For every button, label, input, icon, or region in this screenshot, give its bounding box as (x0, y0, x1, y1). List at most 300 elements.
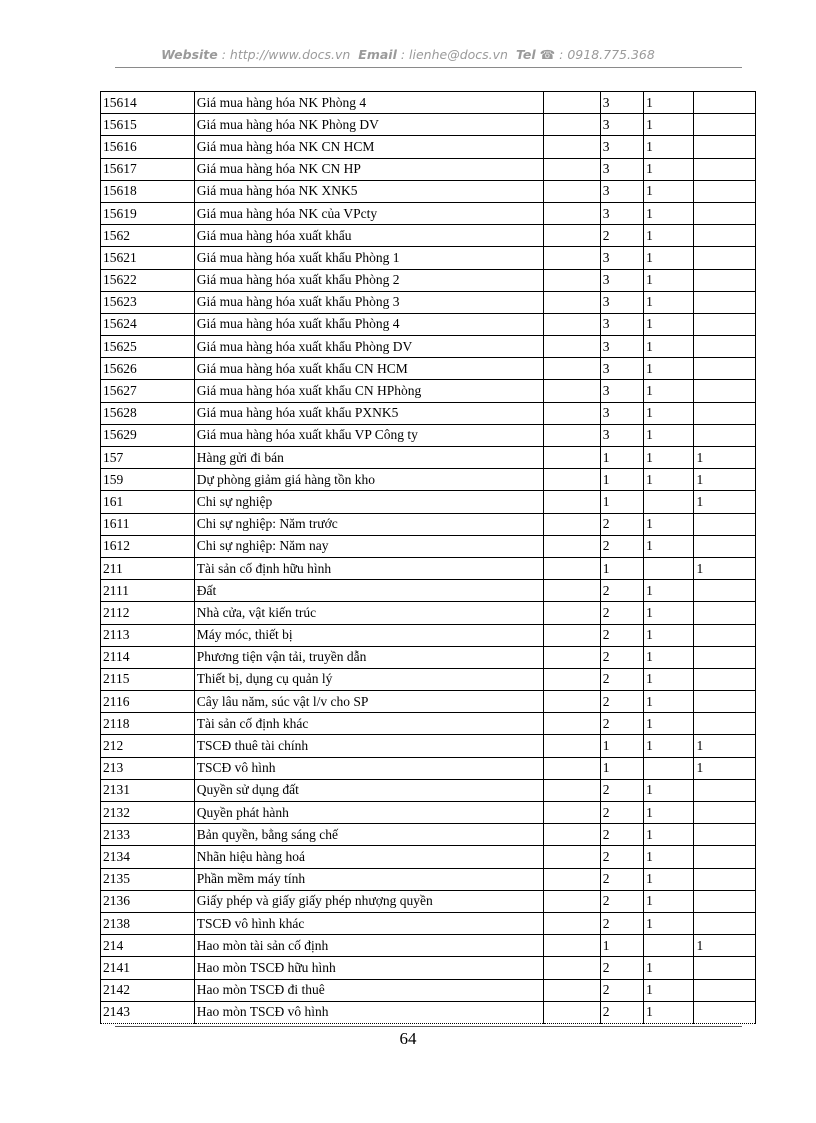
table-row (101, 469, 756, 491)
detail-cell (694, 225, 756, 247)
account-name-cell: Giá mua hàng hóa xuất khẩu CN HCM (194, 358, 544, 380)
table-row (101, 202, 756, 224)
blank-cell (544, 602, 600, 624)
level-cell: 3 (600, 336, 643, 358)
flag-cell: 1 (644, 114, 694, 136)
account-name-cell: Hao mòn TSCĐ hữu hình (194, 957, 544, 979)
blank-cell (544, 935, 600, 957)
level-cell: 2 (600, 846, 643, 868)
blank-cell (544, 202, 600, 224)
account-code-cell: 2142 (101, 979, 195, 1001)
account-code-cell: 15618 (101, 180, 195, 202)
level-cell: 2 (600, 225, 643, 247)
level-cell: 3 (600, 269, 643, 291)
account-name-cell: Giá mua hàng hóa xuất khẩu Phòng 1 (194, 247, 544, 269)
level-cell: 3 (600, 114, 643, 136)
account-name-cell: Cây lâu năm, súc vật l/v cho SP (194, 691, 544, 713)
level-cell: 3 (600, 180, 643, 202)
flag-cell: 1 (644, 513, 694, 535)
flag-cell: 1 (644, 602, 694, 624)
table-row (101, 291, 756, 313)
blank-cell (544, 802, 600, 824)
table-row (101, 1001, 756, 1023)
detail-cell (694, 202, 756, 224)
table-row (101, 225, 756, 247)
detail-cell (694, 92, 756, 114)
flag-cell: 1 (644, 202, 694, 224)
level-cell: 2 (600, 668, 643, 690)
table-row (101, 447, 756, 469)
blank-cell (544, 912, 600, 934)
level-cell: 1 (600, 491, 643, 513)
table-row (101, 92, 756, 114)
level-cell: 2 (600, 868, 643, 890)
flag-cell (644, 757, 694, 779)
level-cell: 1 (600, 735, 643, 757)
table-row (101, 735, 756, 757)
flag-cell: 1 (644, 868, 694, 890)
blank-cell (544, 313, 600, 335)
flag-cell: 1 (644, 912, 694, 934)
account-code-cell: 15629 (101, 424, 195, 446)
detail-cell (694, 158, 756, 180)
blank-cell (544, 447, 600, 469)
blank-cell (544, 1001, 600, 1023)
account-name-cell: Hao mòn tài sản cố định (194, 935, 544, 957)
website-url: : http://www.docs.vn (221, 47, 351, 62)
account-name-cell: Chi sự nghiệp (194, 491, 544, 513)
account-name-cell: Máy móc, thiết bị (194, 624, 544, 646)
blank-cell (544, 269, 600, 291)
detail-cell (694, 779, 756, 801)
level-cell: 3 (600, 358, 643, 380)
flag-cell: 1 (644, 1001, 694, 1023)
account-code-cell: 15619 (101, 202, 195, 224)
table-row (101, 912, 756, 934)
blank-cell (544, 491, 600, 513)
level-cell: 2 (600, 713, 643, 735)
account-name-cell: Đất (194, 580, 544, 602)
blank-cell (544, 380, 600, 402)
blank-cell (544, 557, 600, 579)
flag-cell: 1 (644, 313, 694, 335)
account-code-cell: 15614 (101, 92, 195, 114)
table-row (101, 935, 756, 957)
level-cell: 1 (600, 935, 643, 957)
detail-cell (694, 424, 756, 446)
detail-cell (694, 513, 756, 535)
flag-cell: 1 (644, 92, 694, 114)
flag-cell: 1 (644, 225, 694, 247)
level-cell: 2 (600, 979, 643, 1001)
level-cell: 2 (600, 580, 643, 602)
account-name-cell: Giá mua hàng hóa NK CN HP (194, 158, 544, 180)
table-row (101, 802, 756, 824)
blank-cell (544, 757, 600, 779)
account-name-cell: Tài sản cố định hữu hình (194, 557, 544, 579)
flag-cell: 1 (644, 380, 694, 402)
flag-cell: 1 (644, 402, 694, 424)
account-code-cell: 2136 (101, 890, 195, 912)
account-code-cell: 2111 (101, 580, 195, 602)
flag-cell: 1 (644, 890, 694, 912)
detail-cell (694, 114, 756, 136)
table-row (101, 957, 756, 979)
level-cell: 3 (600, 380, 643, 402)
account-code-cell: 15626 (101, 358, 195, 380)
detail-cell (694, 602, 756, 624)
account-code-cell: 161 (101, 491, 195, 513)
account-name-cell: Phần mềm máy tính (194, 868, 544, 890)
blank-cell (544, 114, 600, 136)
table-row (101, 846, 756, 868)
blank-cell (544, 180, 600, 202)
account-code-cell: 2143 (101, 1001, 195, 1023)
flag-cell: 1 (644, 424, 694, 446)
table-row (101, 136, 756, 158)
blank-cell (544, 247, 600, 269)
level-cell: 3 (600, 247, 643, 269)
flag-cell: 1 (644, 247, 694, 269)
level-cell: 1 (600, 557, 643, 579)
flag-cell: 1 (644, 957, 694, 979)
account-code-cell: 2118 (101, 713, 195, 735)
blank-cell (544, 691, 600, 713)
level-cell: 2 (600, 624, 643, 646)
blank-cell (544, 713, 600, 735)
blank-cell (544, 957, 600, 979)
flag-cell: 1 (644, 447, 694, 469)
account-code-cell: 1612 (101, 535, 195, 557)
blank-cell (544, 513, 600, 535)
flag-cell (644, 557, 694, 579)
table-row (101, 824, 756, 846)
detail-cell (694, 336, 756, 358)
account-code-cell: 15616 (101, 136, 195, 158)
blank-cell (544, 424, 600, 446)
account-name-cell: Giá mua hàng hóa NK CN HCM (194, 136, 544, 158)
detail-cell (694, 802, 756, 824)
level-cell: 1 (600, 757, 643, 779)
detail-cell (694, 136, 756, 158)
table-row (101, 402, 756, 424)
flag-cell: 1 (644, 646, 694, 668)
email-value: : lienhe@docs.vn (400, 47, 508, 62)
account-code-cell: 15627 (101, 380, 195, 402)
level-cell: 2 (600, 957, 643, 979)
account-code-cell: 2132 (101, 802, 195, 824)
table-row (101, 269, 756, 291)
account-name-cell: Dự phòng giảm giá hàng tồn kho (194, 469, 544, 491)
account-code-cell: 15615 (101, 114, 195, 136)
level-cell: 3 (600, 92, 643, 114)
level-cell: 3 (600, 158, 643, 180)
account-code-cell: 2113 (101, 624, 195, 646)
account-code-cell: 2112 (101, 602, 195, 624)
detail-cell (694, 824, 756, 846)
detail-cell (694, 979, 756, 1001)
detail-cell (694, 269, 756, 291)
account-name-cell: TSCĐ vô hình khác (194, 912, 544, 934)
level-cell: 2 (600, 824, 643, 846)
account-name-cell: Thiết bị, dụng cụ quản lý (194, 668, 544, 690)
detail-cell (694, 535, 756, 557)
level-cell: 2 (600, 513, 643, 535)
account-code-cell: 2141 (101, 957, 195, 979)
detail-cell: 1 (694, 447, 756, 469)
account-name-cell: Nhà cửa, vật kiến trúc (194, 602, 544, 624)
detail-cell (694, 247, 756, 269)
table-row (101, 602, 756, 624)
table-row (101, 668, 756, 690)
detail-cell: 1 (694, 935, 756, 957)
flag-cell: 1 (644, 180, 694, 202)
flag-cell: 1 (644, 624, 694, 646)
account-code-cell: 157 (101, 447, 195, 469)
account-code-cell: 2133 (101, 824, 195, 846)
level-cell: 2 (600, 779, 643, 801)
account-name-cell: Chi sự nghiệp: Năm nay (194, 535, 544, 557)
detail-cell (694, 580, 756, 602)
table-row (101, 646, 756, 668)
account-name-cell: Giá mua hàng hóa xuất khẩu PXNK5 (194, 402, 544, 424)
flag-cell: 1 (644, 158, 694, 180)
blank-cell (544, 92, 600, 114)
flag-cell: 1 (644, 535, 694, 557)
level-cell: 3 (600, 402, 643, 424)
account-code-cell: 1562 (101, 225, 195, 247)
table-row (101, 557, 756, 579)
detail-cell (694, 358, 756, 380)
account-name-cell: Giá mua hàng hóa NK Phòng DV (194, 114, 544, 136)
detail-cell (694, 846, 756, 868)
detail-cell (694, 646, 756, 668)
table-row (101, 336, 756, 358)
account-code-cell: 2114 (101, 646, 195, 668)
account-code-cell: 159 (101, 469, 195, 491)
header-divider (115, 67, 742, 68)
account-name-cell: Giá mua hàng hóa NK Phòng 4 (194, 92, 544, 114)
account-name-cell: Giá mua hàng hóa xuất khẩu CN HPhòng (194, 380, 544, 402)
flag-cell (644, 491, 694, 513)
account-name-cell: Giá mua hàng hóa xuất khẩu Phòng 4 (194, 313, 544, 335)
detail-cell (694, 180, 756, 202)
table-row (101, 180, 756, 202)
website-label: Website (161, 47, 218, 62)
blank-cell (544, 735, 600, 757)
account-name-cell: Giấy phép và giấy giấy phép nhượng quyền (194, 890, 544, 912)
flag-cell: 1 (644, 336, 694, 358)
account-name-cell: Tài sản cố định khác (194, 713, 544, 735)
account-code-cell: 212 (101, 735, 195, 757)
account-name-cell: Chi sự nghiệp: Năm trước (194, 513, 544, 535)
blank-cell (544, 535, 600, 557)
account-name-cell: Giá mua hàng hóa xuất khẩu Phòng DV (194, 336, 544, 358)
flag-cell: 1 (644, 735, 694, 757)
account-name-cell: Quyền sử dụng đất (194, 779, 544, 801)
footer-divider (115, 1026, 742, 1027)
blank-cell (544, 646, 600, 668)
detail-cell (694, 890, 756, 912)
detail-cell: 1 (694, 469, 756, 491)
blank-cell (544, 225, 600, 247)
blank-cell (544, 624, 600, 646)
detail-cell (694, 713, 756, 735)
detail-cell: 1 (694, 557, 756, 579)
account-name-cell: Phương tiện vận tải, truyền dẫn (194, 646, 544, 668)
accounts-table-body (101, 92, 756, 1024)
level-cell: 3 (600, 202, 643, 224)
table-row (101, 890, 756, 912)
account-name-cell: Hao mòn TSCĐ đi thuê (194, 979, 544, 1001)
detail-cell (694, 291, 756, 313)
table-row (101, 779, 756, 801)
table-row (101, 247, 756, 269)
table-row (101, 424, 756, 446)
account-code-cell: 15623 (101, 291, 195, 313)
level-cell: 2 (600, 802, 643, 824)
account-name-cell: TSCĐ vô hình (194, 757, 544, 779)
blank-cell (544, 469, 600, 491)
blank-cell (544, 136, 600, 158)
account-code-cell: 2131 (101, 779, 195, 801)
table-row (101, 358, 756, 380)
level-cell: 2 (600, 890, 643, 912)
table-row (101, 868, 756, 890)
flag-cell: 1 (644, 979, 694, 1001)
flag-cell: 1 (644, 269, 694, 291)
level-cell: 2 (600, 646, 643, 668)
detail-cell (694, 957, 756, 979)
level-cell: 3 (600, 424, 643, 446)
account-code-cell: 2134 (101, 846, 195, 868)
table-row (101, 158, 756, 180)
blank-cell (544, 291, 600, 313)
blank-cell (544, 979, 600, 1001)
page-header (0, 47, 816, 62)
page-number: 64 (399, 1029, 417, 1048)
blank-cell (544, 779, 600, 801)
detail-cell (694, 668, 756, 690)
flag-cell: 1 (644, 779, 694, 801)
detail-cell (694, 1001, 756, 1023)
blank-cell (544, 402, 600, 424)
blank-cell (544, 580, 600, 602)
account-code-cell: 15622 (101, 269, 195, 291)
account-name-cell: Giá mua hàng hóa xuất khẩu VP Công ty (194, 424, 544, 446)
account-name-cell: Giá mua hàng hóa xuất khẩu (194, 225, 544, 247)
flag-cell: 1 (644, 691, 694, 713)
table-row (101, 513, 756, 535)
account-code-cell: 213 (101, 757, 195, 779)
account-code-cell: 15628 (101, 402, 195, 424)
tel-value: ☎ : 0918.775.368 (539, 47, 655, 62)
blank-cell (544, 668, 600, 690)
flag-cell: 1 (644, 824, 694, 846)
blank-cell (544, 868, 600, 890)
flag-cell: 1 (644, 291, 694, 313)
account-code-cell: 15624 (101, 313, 195, 335)
account-code-cell: 1611 (101, 513, 195, 535)
level-cell: 3 (600, 313, 643, 335)
blank-cell (544, 358, 600, 380)
table-row (101, 491, 756, 513)
table-row (101, 380, 756, 402)
blank-cell (544, 158, 600, 180)
detail-cell (694, 691, 756, 713)
account-code-cell: 15617 (101, 158, 195, 180)
account-name-cell: Hàng gửi đi bán (194, 447, 544, 469)
level-cell: 2 (600, 1001, 643, 1023)
account-name-cell: TSCĐ thuê tài chính (194, 735, 544, 757)
blank-cell (544, 336, 600, 358)
flag-cell: 1 (644, 668, 694, 690)
tel-label: Tel (515, 47, 536, 62)
blank-cell (544, 824, 600, 846)
flag-cell: 1 (644, 802, 694, 824)
table-row (101, 313, 756, 335)
detail-cell (694, 402, 756, 424)
table-row (101, 114, 756, 136)
account-name-cell: Nhãn hiệu hàng hoá (194, 846, 544, 868)
flag-cell: 1 (644, 136, 694, 158)
table-row (101, 580, 756, 602)
account-name-cell: Giá mua hàng hóa xuất khẩu Phòng 2 (194, 269, 544, 291)
detail-cell: 1 (694, 757, 756, 779)
flag-cell: 1 (644, 358, 694, 380)
level-cell: 2 (600, 691, 643, 713)
table-row (101, 691, 756, 713)
flag-cell: 1 (644, 580, 694, 602)
detail-cell (694, 868, 756, 890)
account-code-cell: 2116 (101, 691, 195, 713)
level-cell: 2 (600, 535, 643, 557)
account-code-cell: 2135 (101, 868, 195, 890)
flag-cell: 1 (644, 469, 694, 491)
email-label: Email (358, 47, 397, 62)
level-cell: 1 (600, 447, 643, 469)
level-cell: 1 (600, 469, 643, 491)
account-code-cell: 15625 (101, 336, 195, 358)
account-code-cell: 15621 (101, 247, 195, 269)
table-row (101, 535, 756, 557)
account-code-cell: 211 (101, 557, 195, 579)
account-code-cell: 2115 (101, 668, 195, 690)
flag-cell (644, 935, 694, 957)
account-code-cell: 2138 (101, 912, 195, 934)
account-name-cell: Quyền phát hành (194, 802, 544, 824)
detail-cell (694, 380, 756, 402)
accounts-table (100, 91, 756, 1024)
detail-cell (694, 624, 756, 646)
account-name-cell: Giá mua hàng hóa NK của VPcty (194, 202, 544, 224)
account-name-cell: Giá mua hàng hóa xuất khẩu Phòng 3 (194, 291, 544, 313)
blank-cell (544, 846, 600, 868)
detail-cell (694, 912, 756, 934)
account-name-cell: Hao mòn TSCĐ vô hình (194, 1001, 544, 1023)
level-cell: 3 (600, 136, 643, 158)
account-name-cell: Bản quyền, bằng sáng chế (194, 824, 544, 846)
level-cell: 2 (600, 602, 643, 624)
table-row (101, 979, 756, 1001)
detail-cell: 1 (694, 491, 756, 513)
detail-cell (694, 313, 756, 335)
blank-cell (544, 890, 600, 912)
level-cell: 2 (600, 912, 643, 934)
account-code-cell: 214 (101, 935, 195, 957)
table-row (101, 624, 756, 646)
flag-cell: 1 (644, 846, 694, 868)
